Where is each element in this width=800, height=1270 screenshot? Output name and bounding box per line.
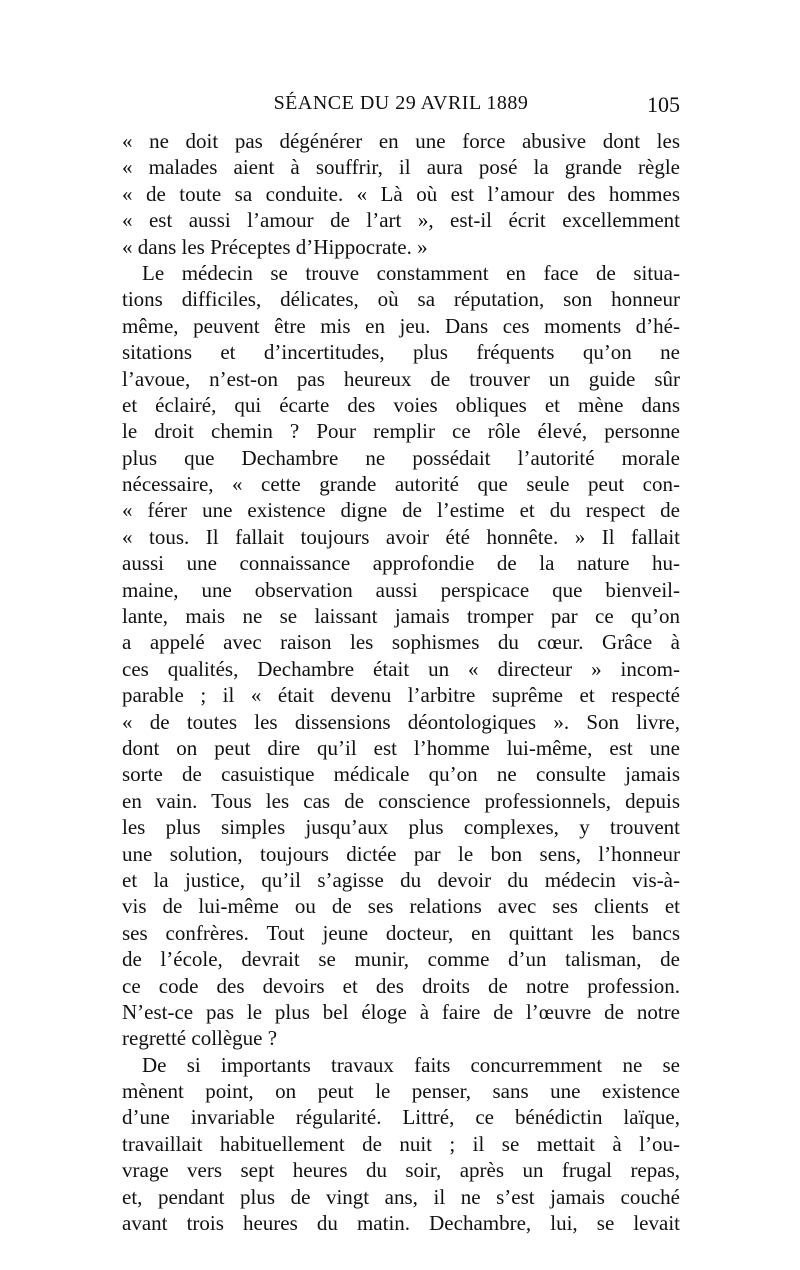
- text-line: ce code des devoirs et des droits de notre profession.: [122, 973, 680, 998]
- text-line: « dans les Préceptes d’Hippocrate. »: [122, 234, 428, 259]
- text-line: lante, mais ne se laissant jamais tromper par ce qu’on: [122, 604, 680, 629]
- text-line: sitations et d’incertitudes, plus fréquents qu’on ne: [122, 340, 680, 365]
- running-head: SÉANCE DU 29 AVRIL 1889: [273, 92, 529, 114]
- text-line: « ne doit pas dégénérer en une force abusive dont les: [122, 129, 680, 153]
- page-number: 105: [647, 92, 680, 117]
- text-line: maine, une observation aussi perspicace que bienveil-: [122, 577, 680, 602]
- text-line: « férer une existence digne de l’estime et du respect de: [122, 498, 680, 523]
- text-line: vis de lui-même ou de ses relations avec ses clients et: [122, 894, 680, 919]
- text-line: a appelé avec raison les sophismes du cœur. Grâce à: [122, 630, 680, 655]
- text-line: aussi une connaissance approfondie de la nature hu-: [122, 551, 680, 576]
- text-line: tions difficiles, délicates, où sa réputation, son honneur: [122, 287, 680, 312]
- text-line: travaillait habituellement de nuit ; il se mettait à l’ou-: [122, 1131, 680, 1156]
- text-line: nécessaire, « cette grande autorité que seule peut con-: [122, 472, 680, 497]
- text-line: le droit chemin ? Pour remplir ce rôle élevé, personne: [122, 419, 680, 444]
- text-line: « est aussi l’amour de l’art », est-il écrit excellemment: [122, 208, 680, 233]
- text-line: « tous. Il fallait toujours avoir été honnête. » Il fallait: [122, 524, 680, 549]
- text-line: parable ; il « était devenu l’arbitre suprême et respecté: [122, 683, 680, 708]
- text-line: regretté collègue ?: [122, 1026, 278, 1051]
- text-line: et éclairé, qui écarte des voies obliques et mène dans: [122, 392, 680, 417]
- text-line: sorte de casuistique médicale qu’on ne consulte jamais: [122, 762, 680, 787]
- text-line: ces qualités, Dechambre était un « directeur » incom-: [122, 656, 680, 681]
- text-line: N’est-ce pas le plus bel éloge à faire de l’œuvre de notre: [122, 999, 680, 1024]
- text-line: et la justice, qu’il s’agisse du devoir du médecin vis-à-: [122, 867, 680, 892]
- text-line: avant trois heures du matin. Dechambre, lui, se levait: [122, 1211, 680, 1236]
- body-text: [122, 128, 680, 1236]
- text-line: Le médecin se trouve constamment en face de situa-: [142, 260, 680, 285]
- text-line: « de toute sa conduite. « Là où est l’amour des hommes: [122, 181, 680, 206]
- text-line: vrage vers sept heures du soir, après un frugal repas,: [122, 1158, 680, 1183]
- text-line: De si importants travaux faits concurremment ne se: [142, 1052, 680, 1077]
- text-line: de l’école, devrait se munir, comme d’un talisman, de: [122, 947, 680, 972]
- page-header: [122, 92, 680, 120]
- text-line: en vain. Tous les cas de conscience professionnels, depuis: [122, 788, 680, 813]
- text-line: une solution, toujours dictée par le bon sens, l’honneur: [122, 841, 680, 866]
- text-line: dont on peut dire qu’il est l’homme lui-même, est une: [122, 735, 680, 760]
- text-line: « de toutes les dissensions déontologiques ». Son livre,: [122, 709, 680, 734]
- text-line: mènent point, on peut le penser, sans une existence: [122, 1079, 680, 1104]
- text-line: et, pendant plus de vingt ans, il ne s’est jamais couché: [122, 1184, 680, 1209]
- text-line: d’une invariable régularité. Littré, ce bénédictin laïque,: [122, 1105, 680, 1130]
- text-line: ses confrères. Tout jeune docteur, en quittant les bancs: [122, 920, 680, 945]
- text-line: les plus simples jusqu’aux plus complexes, y trouvent: [122, 815, 680, 840]
- text-line: l’avoue, n’est-on pas heureux de trouver un guide sûr: [122, 366, 680, 391]
- text-line: même, peuvent être mis en jeu. Dans ces moments d’hé-: [122, 313, 680, 338]
- text-line: plus que Dechambre ne possédait l’autorité morale: [122, 445, 680, 470]
- text-line: « malades aient à souffrir, il aura posé la grande règle: [122, 155, 680, 180]
